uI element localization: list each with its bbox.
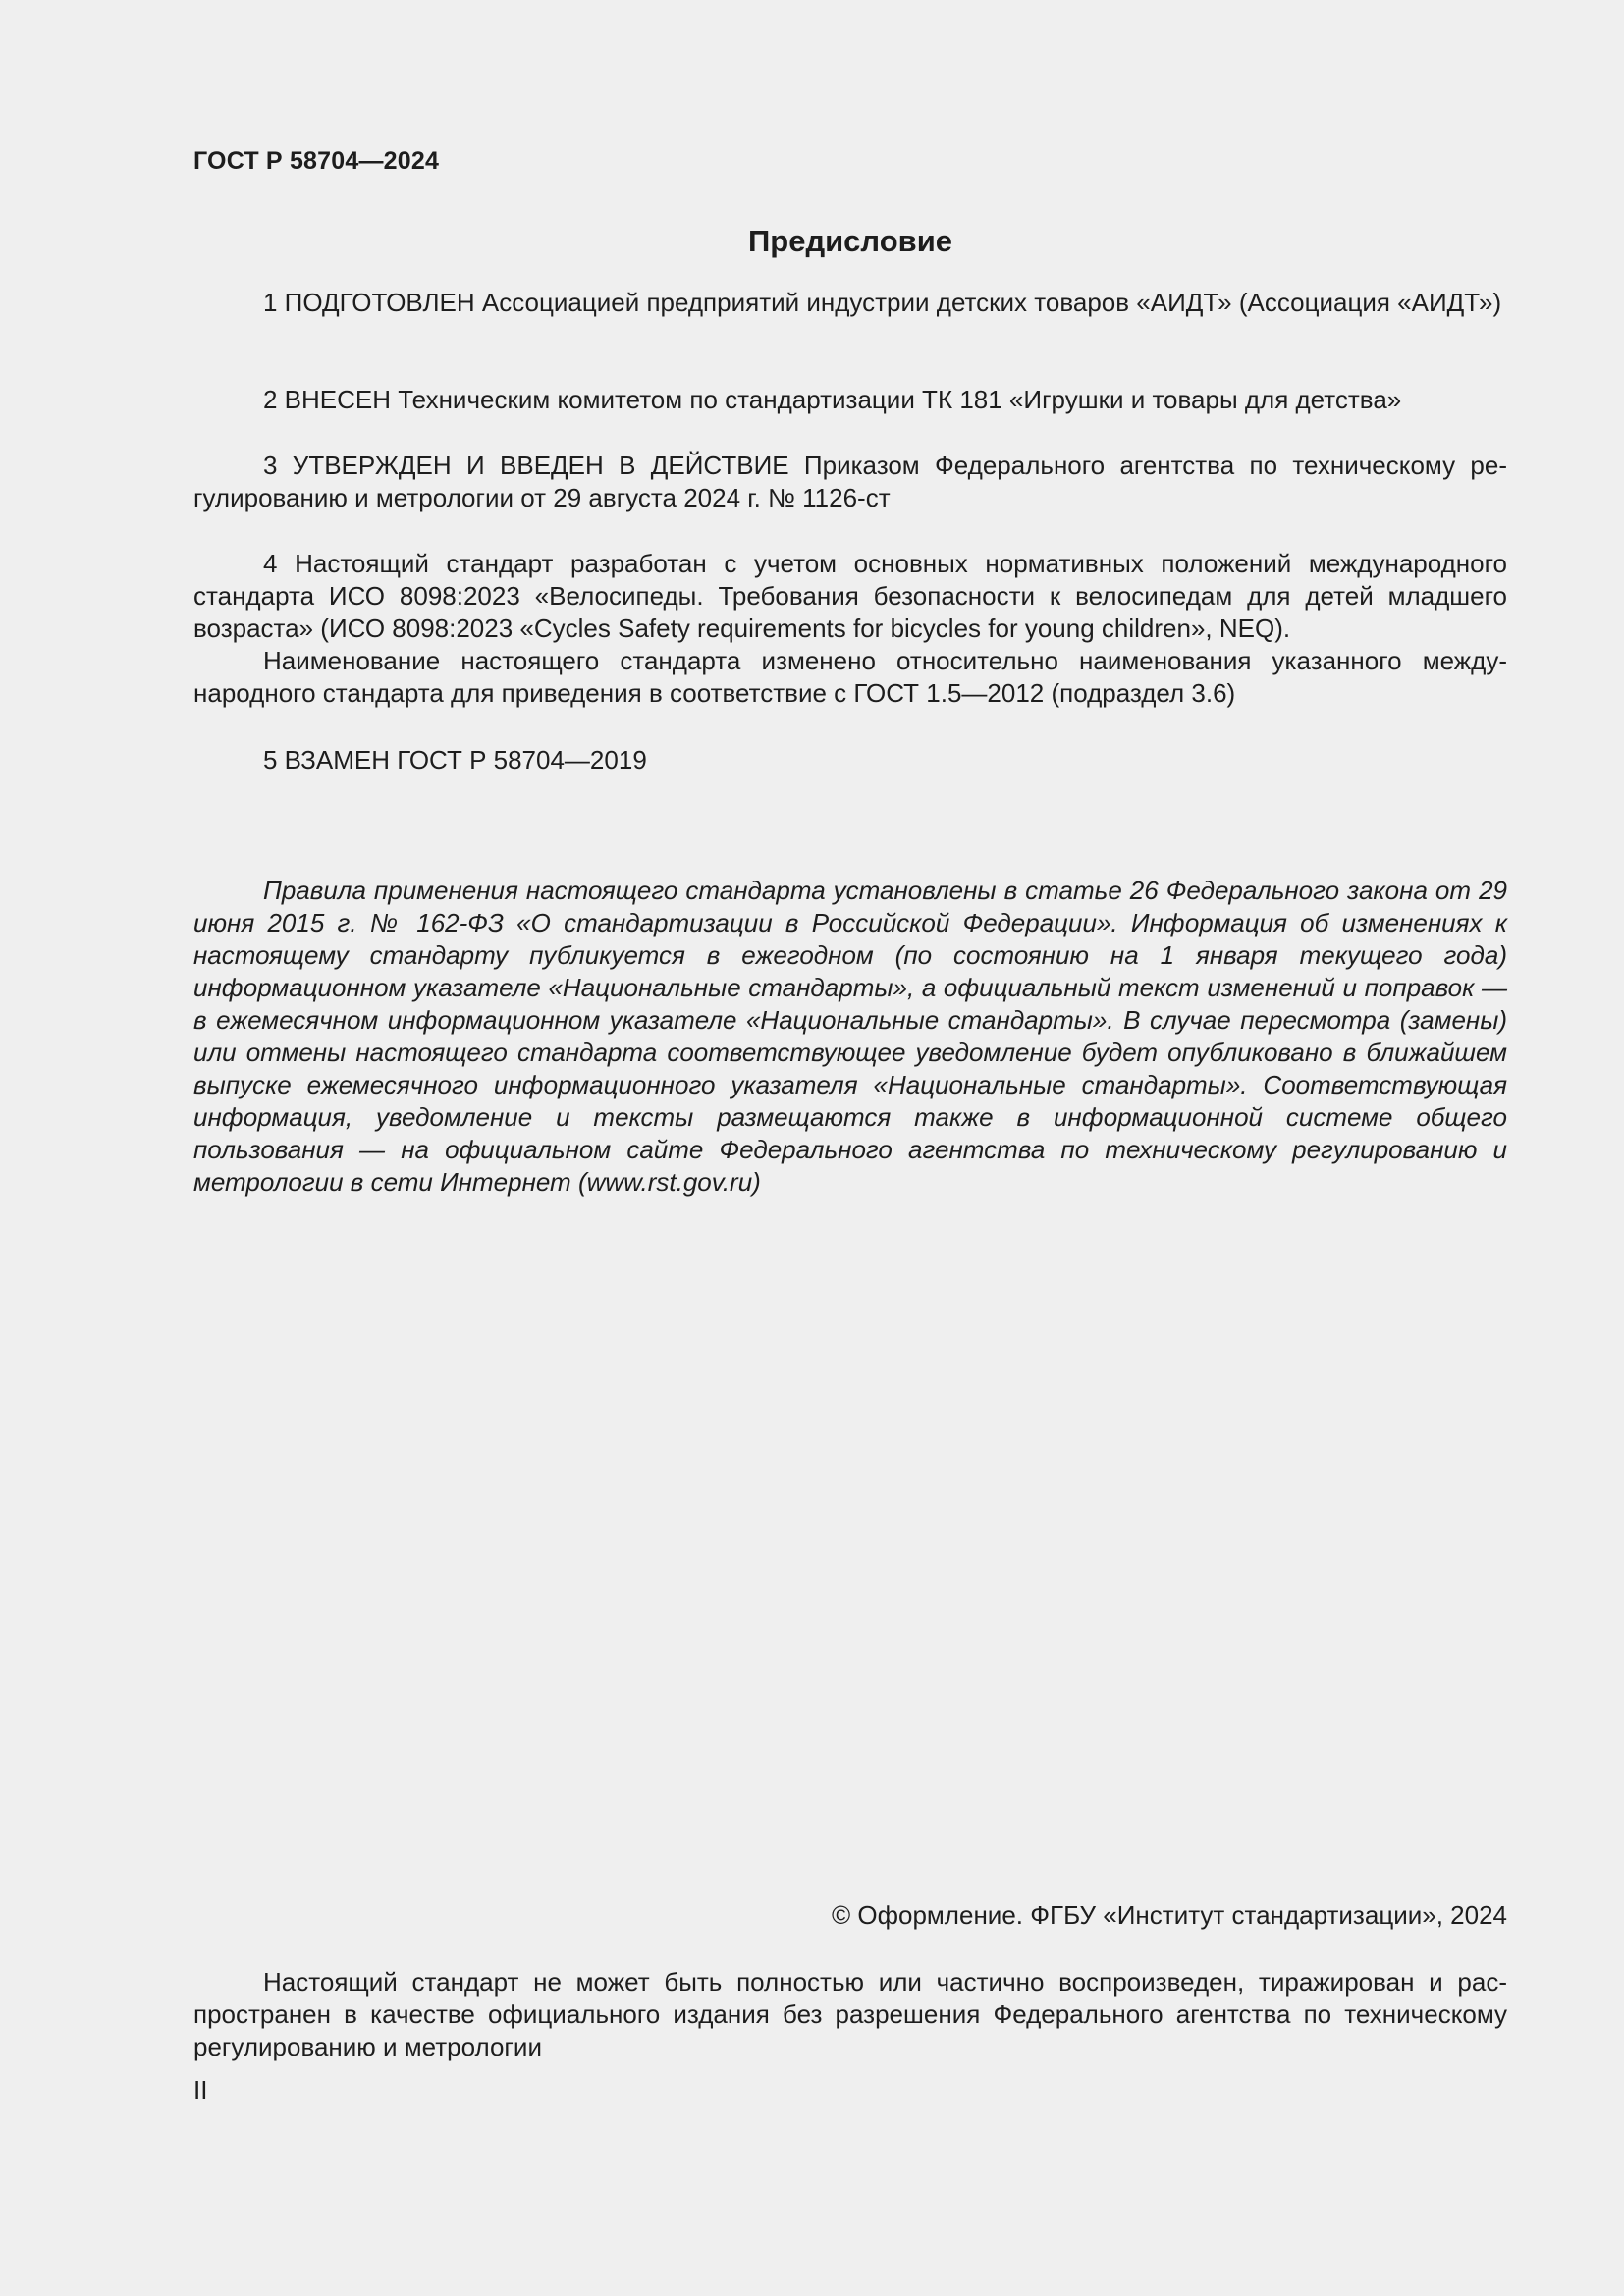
item-5 bbox=[193, 744, 1507, 776]
item-4-text: 4 Настоящий стандарт разработан с учетом основных нормативных положений международного стандарта ИСО 8098:2023 «Велосипеды. Требования безопасности к велосипедам для детей младшего возраста» (ИСО 8098:2023 «Cycles Safety requirements for bicycles for young children», NEQ). bbox=[193, 549, 1507, 643]
reproduction-notice bbox=[193, 1966, 1507, 2063]
item-3-text: 3 УТВЕРЖДЕН И ВВЕДЕН В ДЕЙСТВИЕ Приказом Федерального агентства по техническому регулированию и метрологии от 29 августа 2024 г. № 1126-ст bbox=[193, 451, 1507, 512]
rules-notice-text: Правила применения настоящего стандарта установлены в статье 26 Федерального закона от 29 июня 2015 г. № 162-ФЗ «О стандартизации в Российской Федерации». Информация об изменениях к настоящему стандарту публикуется в ежегодном (по состоянию на 1 января текущего года) информационном указателе «Национальные стандарты», а официальный текст изменений и поправок — в ежемесячном информационном указателе «Национальные стандарты». В случае пересмотра (замены) или отмены настоящего стандарта соответствующее уведомление будет опубликовано в ближайшем выпуске ежемесячного информационного указателя «Национальные стандарты». Соответствующая информация, уведомление и тексты размещаются также в информационной системе общего пользования — на официальном сайте Федерального агентства по техническому регулированию и метрологии в сети Интернет (www.rst.gov.ru) bbox=[193, 876, 1507, 1197]
reproduction-notice-text: Настоящий стандарт не может быть полностью или частично воспроизведен, тиражирован и распространен в качестве официального издания без разрешения Федерального агентства по техническому регулированию и метрологии bbox=[193, 1967, 1507, 2061]
document-id: ГОСТ Р 58704—2024 bbox=[193, 147, 440, 175]
item-5-text: 5 ВЗАМЕН ГОСТ Р 58704—2019 bbox=[263, 745, 647, 774]
item-2-text: 2 ВНЕСЕН Техническим комитетом по стандартизации ТК 181 «Игрушки и товары для детства» bbox=[263, 385, 1402, 414]
item-1 bbox=[193, 287, 1507, 319]
item-2 bbox=[193, 384, 1507, 416]
item-3 bbox=[193, 450, 1507, 514]
item-4 bbox=[193, 548, 1507, 710]
rules-notice bbox=[193, 875, 1507, 1199]
page-number: II bbox=[193, 2075, 208, 2105]
item-1-text: 1 ПОДГОТОВЛЕН Ассоциацией предприятий индустрии детских товаров «АИДТ» (Ассоциация «АИДТ») bbox=[263, 288, 1502, 317]
item-4-name-change: Наименование настоящего стандарта изменено относительно наименования указанного международного стандарта для приведения в соответствие с ГОСТ 1.5—2012 (подраздел 3.6) bbox=[193, 646, 1507, 708]
copyright: © Оформление. ФГБУ «Институт стандартизации», 2024 bbox=[832, 1900, 1507, 1930]
page-title: Предисловие bbox=[747, 224, 952, 258]
